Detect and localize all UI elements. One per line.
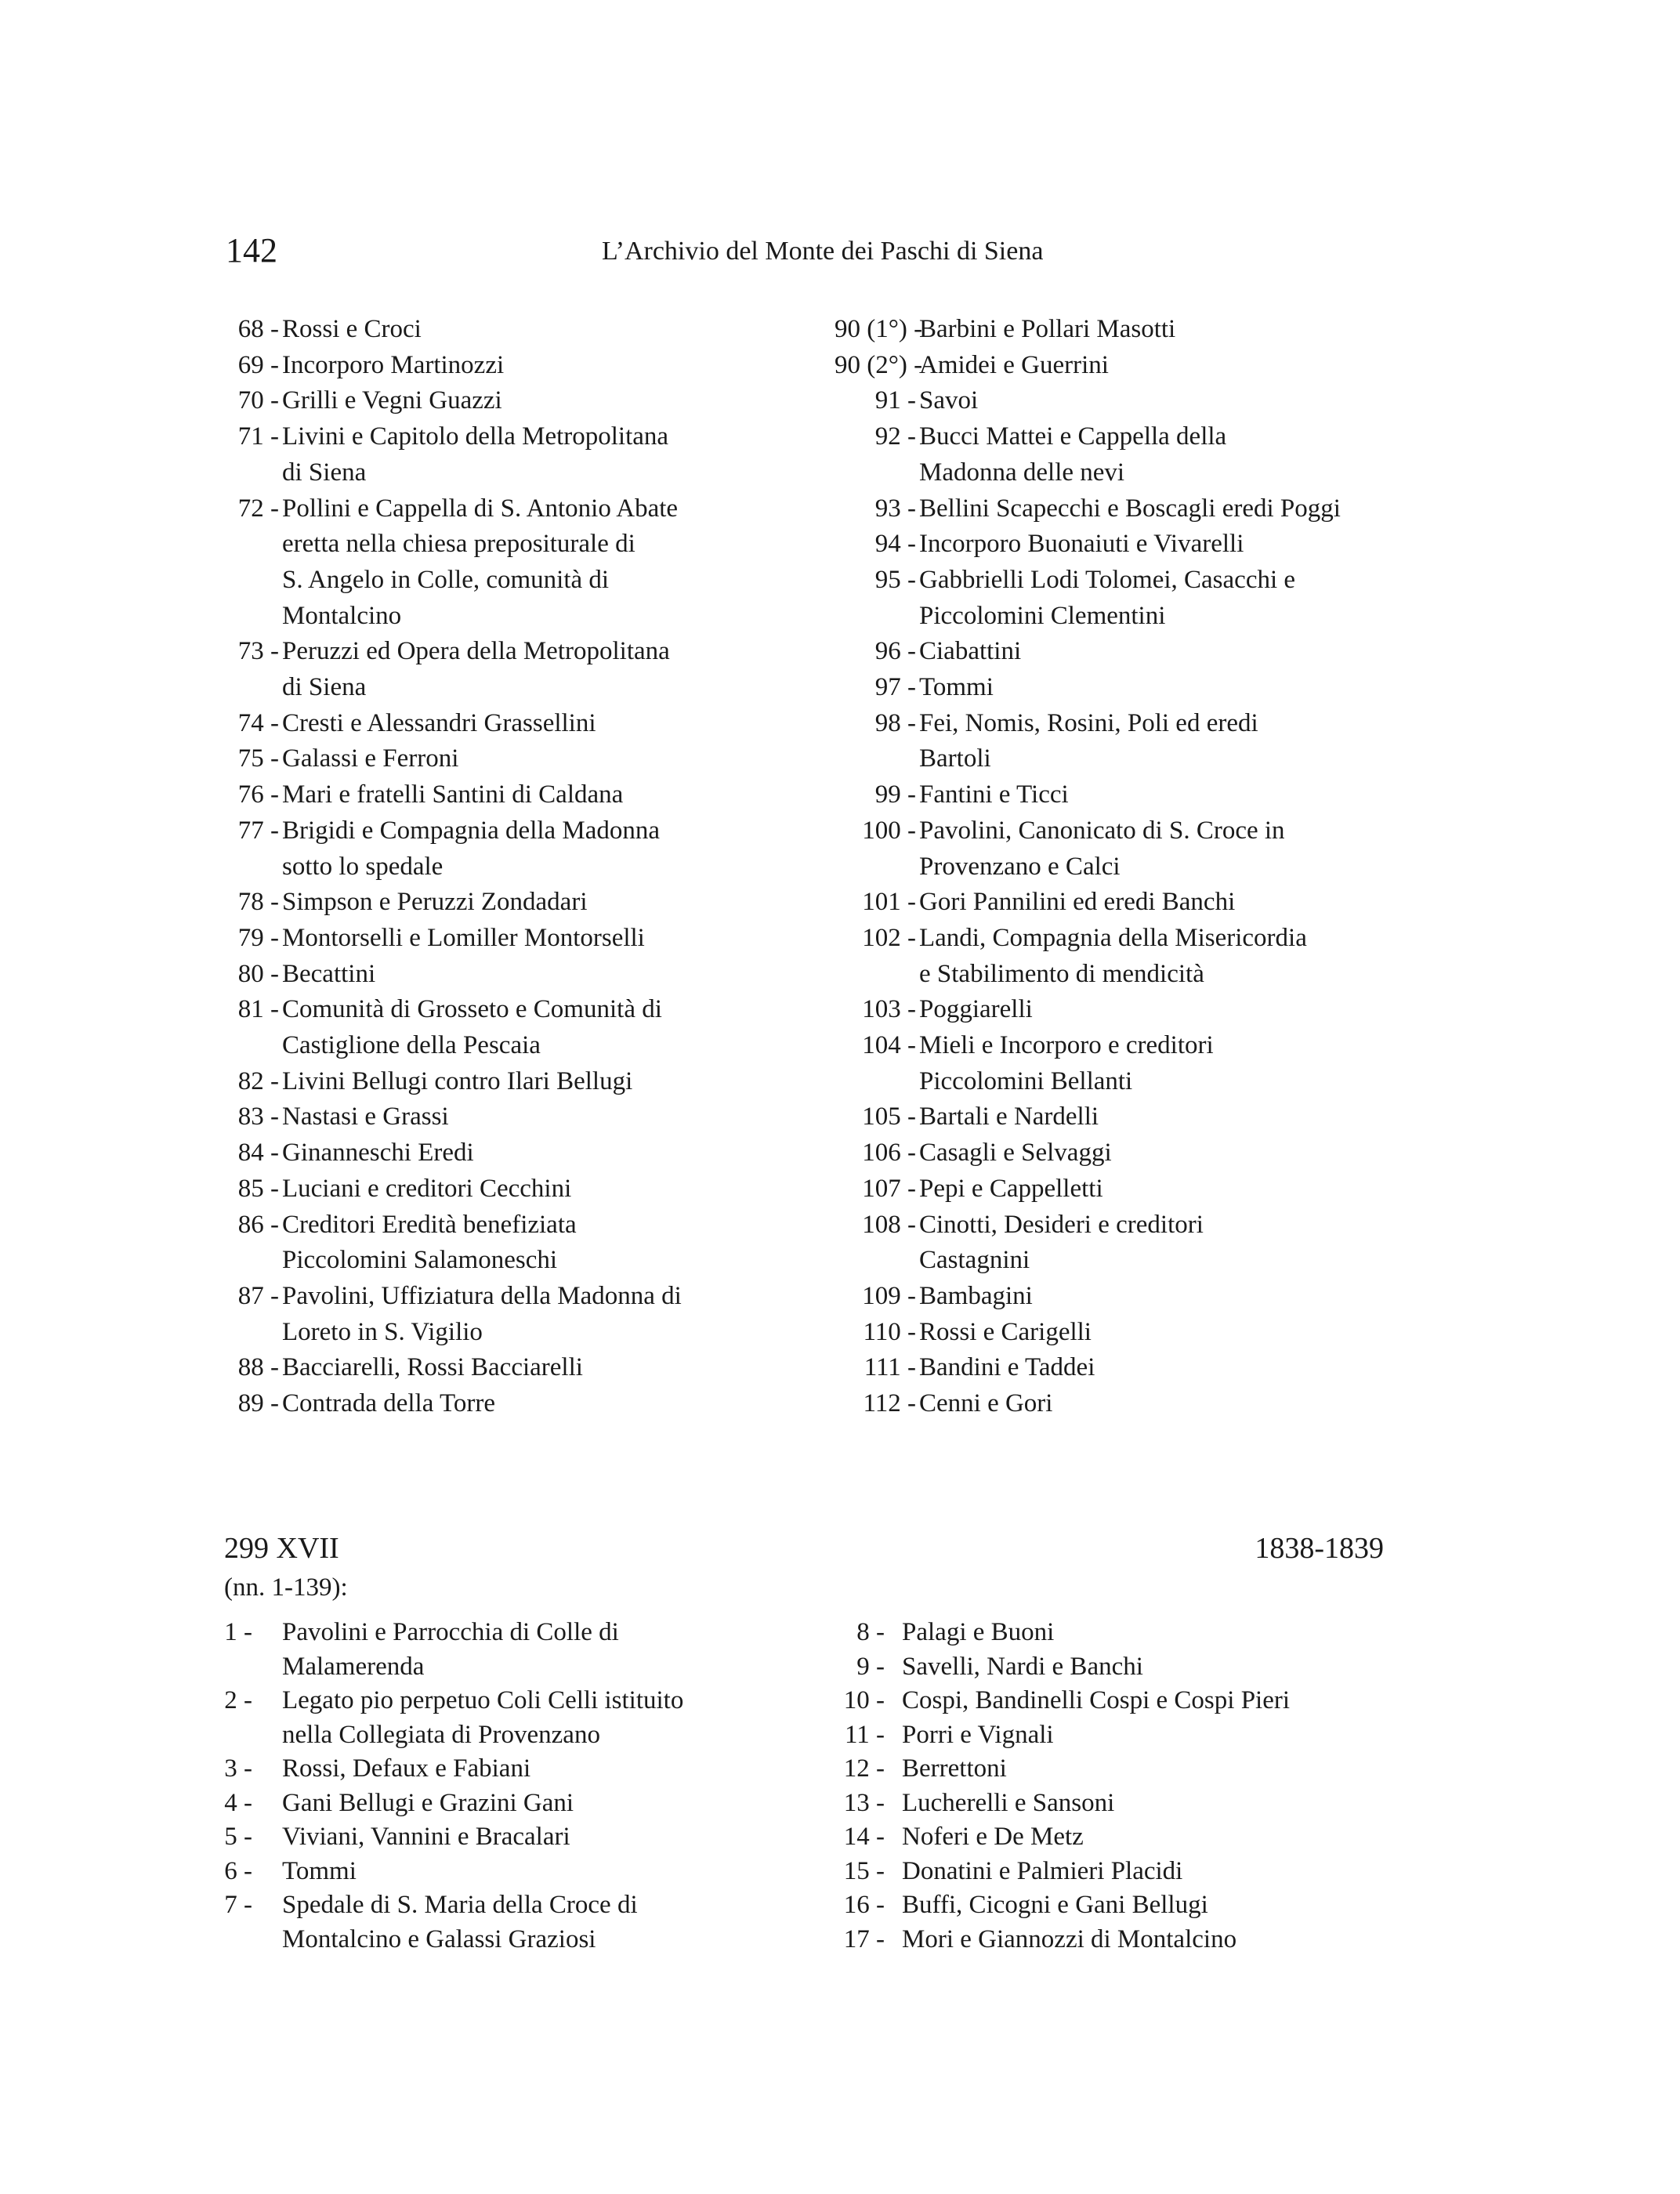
entry-number: 81 -: [237, 995, 279, 1024]
entry-text: Pollini e Cappella di S. Antonio Abate: [282, 494, 679, 523]
entry-text: Landi, Compagnia della Misericordia: [919, 923, 1307, 952]
entry-text: Mori e Giannozzi di Montalcino: [902, 1924, 1237, 1953]
entry-text: Donatini e Palmieri Placidi: [902, 1856, 1183, 1885]
entry-number: 111 -: [864, 1353, 916, 1382]
list-entry: [835, 1616, 1430, 1650]
entry-text: Tommi: [282, 1856, 357, 1885]
list-entry: [224, 706, 804, 742]
entry-text: Becattini: [282, 959, 376, 988]
entry-number: 69 -: [237, 350, 279, 379]
entry-text: Tommi: [919, 673, 994, 702]
entry-text: Casagli e Selvaggi: [919, 1139, 1112, 1168]
entry-text: Livini Bellugi contro Ilari Bellugi: [282, 1066, 633, 1095]
list-entry: [835, 1315, 1430, 1351]
entry-number: 1 -: [224, 1618, 252, 1646]
list-entry: [224, 1855, 804, 1889]
entry-text: Bellini Scapecchi e Boscagli eredi Poggi: [919, 494, 1341, 523]
entry-number: 16 -: [843, 1891, 885, 1919]
entry-text: Bucci Mattei e Cappella della: [919, 422, 1227, 451]
entry-number: 104 -: [862, 1031, 916, 1060]
entry-number: 75 -: [237, 744, 279, 773]
entry-number: 15 -: [843, 1856, 885, 1885]
list-entry: [224, 383, 804, 419]
list-entry: [835, 670, 1430, 706]
entry-text: Loreto in S. Vigilio: [282, 1317, 483, 1346]
block2-left-column: [224, 1616, 804, 1957]
entry-text: Cenni e Gori: [919, 1389, 1053, 1418]
list-entry: [835, 348, 1430, 384]
entry-number: 7 -: [224, 1891, 252, 1919]
entry-text: Nastasi e Grassi: [282, 1102, 449, 1131]
list-entry: [835, 1718, 1430, 1753]
list-entry: [224, 1279, 804, 1350]
list-entry: [224, 992, 804, 1063]
entry-text: Piccolomini Salamoneschi: [282, 1246, 558, 1275]
list-entry: [224, 1888, 804, 1957]
list-entry: [224, 921, 804, 957]
list-entry: [835, 1650, 1430, 1685]
list-entry: [224, 1616, 804, 1684]
entry-text: di Siena: [282, 458, 367, 487]
entry-text: Palagi e Buoni: [902, 1618, 1055, 1646]
entry-text: Bartali e Nardelli: [919, 1102, 1099, 1131]
list-entry: [224, 634, 804, 705]
list-entry: [835, 1171, 1430, 1207]
list-entry: [835, 1923, 1430, 1957]
list-entry: [835, 491, 1430, 527]
list-entry: [224, 741, 804, 777]
list-entry: [224, 777, 804, 813]
entry-text: Contrada della Torre: [282, 1389, 495, 1418]
entry-text: Gani Bellugi e Grazini Gani: [282, 1788, 574, 1817]
entry-text: Grilli e Vegni Guazzi: [282, 386, 502, 415]
entry-number: 8 -: [856, 1618, 885, 1646]
running-title: L’Archivio del Monte dei Paschi di Siena: [602, 237, 1044, 266]
list-entry: [835, 563, 1430, 634]
entry-text: eretta nella chiesa prepositurale di: [282, 530, 635, 559]
list-entry: [835, 1752, 1430, 1787]
list-entry: [835, 1855, 1430, 1889]
entry-number: 70 -: [237, 386, 279, 415]
entry-text: Fei, Nomis, Rosini, Poli ed eredi: [919, 708, 1258, 737]
entry-number: 91 -: [874, 386, 916, 415]
list-entry: [835, 383, 1430, 419]
entry-number: 9 -: [856, 1652, 885, 1681]
list-entry: [224, 957, 804, 993]
entry-number: 17 -: [843, 1924, 885, 1953]
entry-text: Pepi e Cappelletti: [919, 1174, 1103, 1203]
entry-text: Barbini e Pollari Masotti: [919, 315, 1176, 343]
entry-number: 85 -: [237, 1174, 279, 1203]
entry-number: 80 -: [237, 959, 279, 988]
entry-text: nella Collegiata di Provenzano: [282, 1720, 600, 1749]
entry-text: sotto lo spedale: [282, 852, 444, 881]
entry-text: Montorselli e Lomiller Montorselli: [282, 923, 645, 952]
entry-text: Bartoli: [919, 744, 991, 773]
entry-text: Porri e Vignali: [902, 1720, 1054, 1749]
entry-text: Bacciarelli, Rossi Bacciarelli: [282, 1353, 583, 1382]
volume-title: 299 XVII: [224, 1532, 339, 1565]
entry-text: Piccolomini Bellanti: [919, 1066, 1133, 1095]
entry-text: Comunità di Grosseto e Comunità di: [282, 995, 662, 1024]
entry-number: 88 -: [237, 1353, 279, 1382]
entry-text: Poggiarelli: [919, 995, 1033, 1024]
entry-text: Legato pio perpetuo Coli Celli istituito: [282, 1686, 684, 1714]
list-entry: [835, 992, 1430, 1028]
list-entry: [224, 312, 804, 348]
entry-text: Creditori Eredità benefiziata: [282, 1210, 577, 1239]
entry-number: 83 -: [237, 1102, 279, 1131]
entry-text: Cospi, Bandinelli Cospi e Cospi Pieri: [902, 1686, 1291, 1714]
list-entry: [224, 1684, 804, 1752]
list-entry: [224, 1386, 804, 1422]
entry-number: 86 -: [237, 1210, 279, 1239]
list-entry: [835, 527, 1430, 563]
entry-number: 6 -: [224, 1856, 252, 1885]
entry-number: 93 -: [874, 494, 916, 523]
list-entry: [835, 419, 1430, 491]
entry-number: 87 -: [237, 1281, 279, 1310]
list-entry: [835, 1386, 1430, 1422]
volume-years: 1838-1839: [1255, 1532, 1384, 1565]
entry-text: Montalcino e Galassi Graziosi: [282, 1924, 596, 1953]
entry-text: e Stabilimento di mendicità: [919, 959, 1204, 988]
list-entry: [835, 1787, 1430, 1821]
entry-text: Pavolini e Parrocchia di Colle di: [282, 1618, 619, 1646]
entry-text: Amidei e Guerrini: [919, 350, 1109, 379]
entry-number: 72 -: [237, 494, 279, 523]
list-entry: [835, 706, 1430, 777]
entry-number: 110 -: [863, 1317, 916, 1346]
entry-text: Mieli e Incorporo e creditori: [919, 1031, 1214, 1060]
entry-number: 107 -: [862, 1174, 916, 1203]
entry-number: 78 -: [237, 888, 279, 917]
list-entry: [224, 813, 804, 885]
entry-number: 89 -: [237, 1389, 279, 1418]
list-entry: [835, 1888, 1430, 1923]
entry-text: Buffi, Cicogni e Gani Bellugi: [902, 1891, 1208, 1919]
entry-text: Malamerenda: [282, 1652, 425, 1681]
entry-number: 105 -: [862, 1102, 916, 1131]
entry-text: di Siena: [282, 673, 367, 702]
entry-text: Brigidi e Compagnia della Madonna: [282, 816, 661, 845]
entry-number: 74 -: [237, 708, 279, 737]
list-entry: [835, 1820, 1430, 1855]
list-entry: [224, 1787, 804, 1821]
entry-text: Ciabattini: [919, 637, 1022, 666]
entry-text: Savoi: [919, 386, 979, 415]
entry-text: Gabbrielli Lodi Tolomei, Casacchi e: [919, 565, 1296, 594]
entry-text: Savelli, Nardi e Banchi: [902, 1652, 1143, 1681]
entry-number: 10 -: [843, 1686, 885, 1714]
entry-text: Pavolini, Uffiziatura della Madonna di: [282, 1281, 682, 1310]
entry-text: Castagnini: [919, 1246, 1030, 1275]
entry-number: 79 -: [237, 923, 279, 952]
entry-text: Viviani, Vannini e Bracalari: [282, 1823, 570, 1851]
entry-number: 71 -: [237, 422, 279, 451]
list-entry: [224, 1135, 804, 1171]
list-entry: [835, 1099, 1430, 1135]
list-entry: [835, 813, 1430, 885]
entry-number: 96 -: [874, 637, 916, 666]
entry-text: Provenzano e Calci: [919, 852, 1121, 881]
entry-text: Lucherelli e Sansoni: [902, 1788, 1115, 1817]
entry-text: Spedale di S. Maria della Croce di: [282, 1891, 638, 1919]
entry-text: Rossi e Carigelli: [919, 1317, 1092, 1346]
list-entry: [224, 1064, 804, 1100]
entry-text: Ginanneschi Eredi: [282, 1139, 474, 1168]
entry-text: Livini e Capitolo della Metropolitana: [282, 422, 669, 451]
entry-number: 73 -: [237, 637, 279, 666]
entry-text: S. Angelo in Colle, comunità di: [282, 565, 610, 594]
list-entry: [835, 1279, 1430, 1315]
list-entry: [224, 491, 804, 635]
page-number: 142: [226, 231, 277, 270]
entry-number: 106 -: [862, 1139, 916, 1168]
entry-number: 84 -: [237, 1139, 279, 1168]
list-entry: [224, 885, 804, 921]
entry-number: 103 -: [862, 995, 916, 1024]
entry-number: 14 -: [843, 1823, 885, 1851]
entry-number: 92 -: [874, 422, 916, 451]
entry-text: Incorporo Buonaiuti e Vivarelli: [919, 530, 1244, 559]
list-entry: [835, 921, 1430, 992]
entry-text: Peruzzi ed Opera della Metropolitana: [282, 637, 670, 666]
list-entry: [224, 1820, 804, 1855]
entry-text: Castiglione della Pescaia: [282, 1031, 541, 1060]
list-entry: [835, 1135, 1430, 1171]
entry-text: Incorporo Martinozzi: [282, 350, 505, 379]
entry-number: 13 -: [843, 1788, 885, 1817]
entry-text: Mari e fratelli Santini di Caldana: [282, 780, 624, 809]
entry-text: Rossi, Defaux e Fabiani: [282, 1754, 531, 1783]
volume-header: [224, 1528, 1384, 1606]
page-header: [226, 227, 1378, 274]
entry-text: Fantini e Ticci: [919, 780, 1069, 809]
entry-text: Cresti e Alessandri Grassellini: [282, 708, 596, 737]
entry-text: Simpson e Peruzzi Zondadari: [282, 888, 588, 917]
list-entry: [835, 1350, 1430, 1386]
block2-right-column: [835, 1616, 1430, 1957]
entry-number: 98 -: [874, 708, 916, 737]
list-entry: [224, 348, 804, 384]
entry-text: Montalcino: [282, 601, 402, 630]
entry-number: 76 -: [237, 780, 279, 809]
list-entry: [224, 1171, 804, 1207]
list-entry: [835, 312, 1430, 348]
entry-text: Madonna delle nevi: [919, 458, 1125, 487]
entry-number: 4 -: [224, 1788, 252, 1817]
list-entry: [835, 1684, 1430, 1718]
list-entry: [224, 1207, 804, 1279]
entry-number: 2 -: [224, 1686, 252, 1714]
block1-left-column: [224, 312, 804, 1422]
list-entry: [224, 1350, 804, 1386]
entry-number: 12 -: [843, 1754, 885, 1783]
list-entry: [835, 885, 1430, 921]
entry-number: 77 -: [237, 816, 279, 845]
entry-text: Pavolini, Canonicato di S. Croce in: [919, 816, 1285, 845]
entry-number: 90 (1°) -: [835, 315, 923, 343]
entry-number: 102 -: [862, 923, 916, 952]
list-entry: [224, 419, 804, 491]
entry-text: Gori Pannilini ed eredi Banchi: [919, 888, 1236, 917]
entry-number: 94 -: [874, 530, 916, 559]
volume-range: (nn. 1-139):: [224, 1573, 348, 1602]
entry-number: 11 -: [844, 1720, 885, 1749]
list-entry: [835, 1207, 1430, 1279]
entry-number: 109 -: [862, 1281, 916, 1310]
entry-text: Galassi e Ferroni: [282, 744, 459, 773]
list-entry: [224, 1099, 804, 1135]
entry-text: Piccolomini Clementini: [919, 601, 1166, 630]
block1-right-column: [835, 312, 1430, 1422]
entry-number: 68 -: [237, 315, 279, 343]
entry-text: Noferi e De Metz: [902, 1823, 1084, 1851]
entry-text: Berrettoni: [902, 1754, 1007, 1783]
entry-number: 97 -: [874, 673, 916, 702]
entry-number: 82 -: [237, 1066, 279, 1095]
list-entry: [835, 1028, 1430, 1099]
list-entry: [835, 777, 1430, 813]
entry-text: Bambagini: [919, 1281, 1033, 1310]
entry-text: Cinotti, Desideri e creditori: [919, 1210, 1204, 1239]
list-entry: [835, 634, 1430, 670]
entry-number: 100 -: [862, 816, 916, 845]
entry-number: 108 -: [862, 1210, 916, 1239]
entry-number: 99 -: [874, 780, 916, 809]
entry-number: 90 (2°) -: [835, 350, 923, 379]
entry-number: 5 -: [224, 1823, 252, 1851]
entry-number: 101 -: [862, 888, 916, 917]
entry-text: Rossi e Croci: [282, 315, 422, 343]
entry-text: Bandini e Taddei: [919, 1353, 1095, 1382]
entry-number: 112 -: [863, 1389, 916, 1418]
entry-text: Luciani e creditori Cecchini: [282, 1174, 572, 1203]
entry-number: 3 -: [224, 1754, 252, 1783]
list-entry: [224, 1752, 804, 1787]
entry-number: 95 -: [874, 565, 916, 594]
